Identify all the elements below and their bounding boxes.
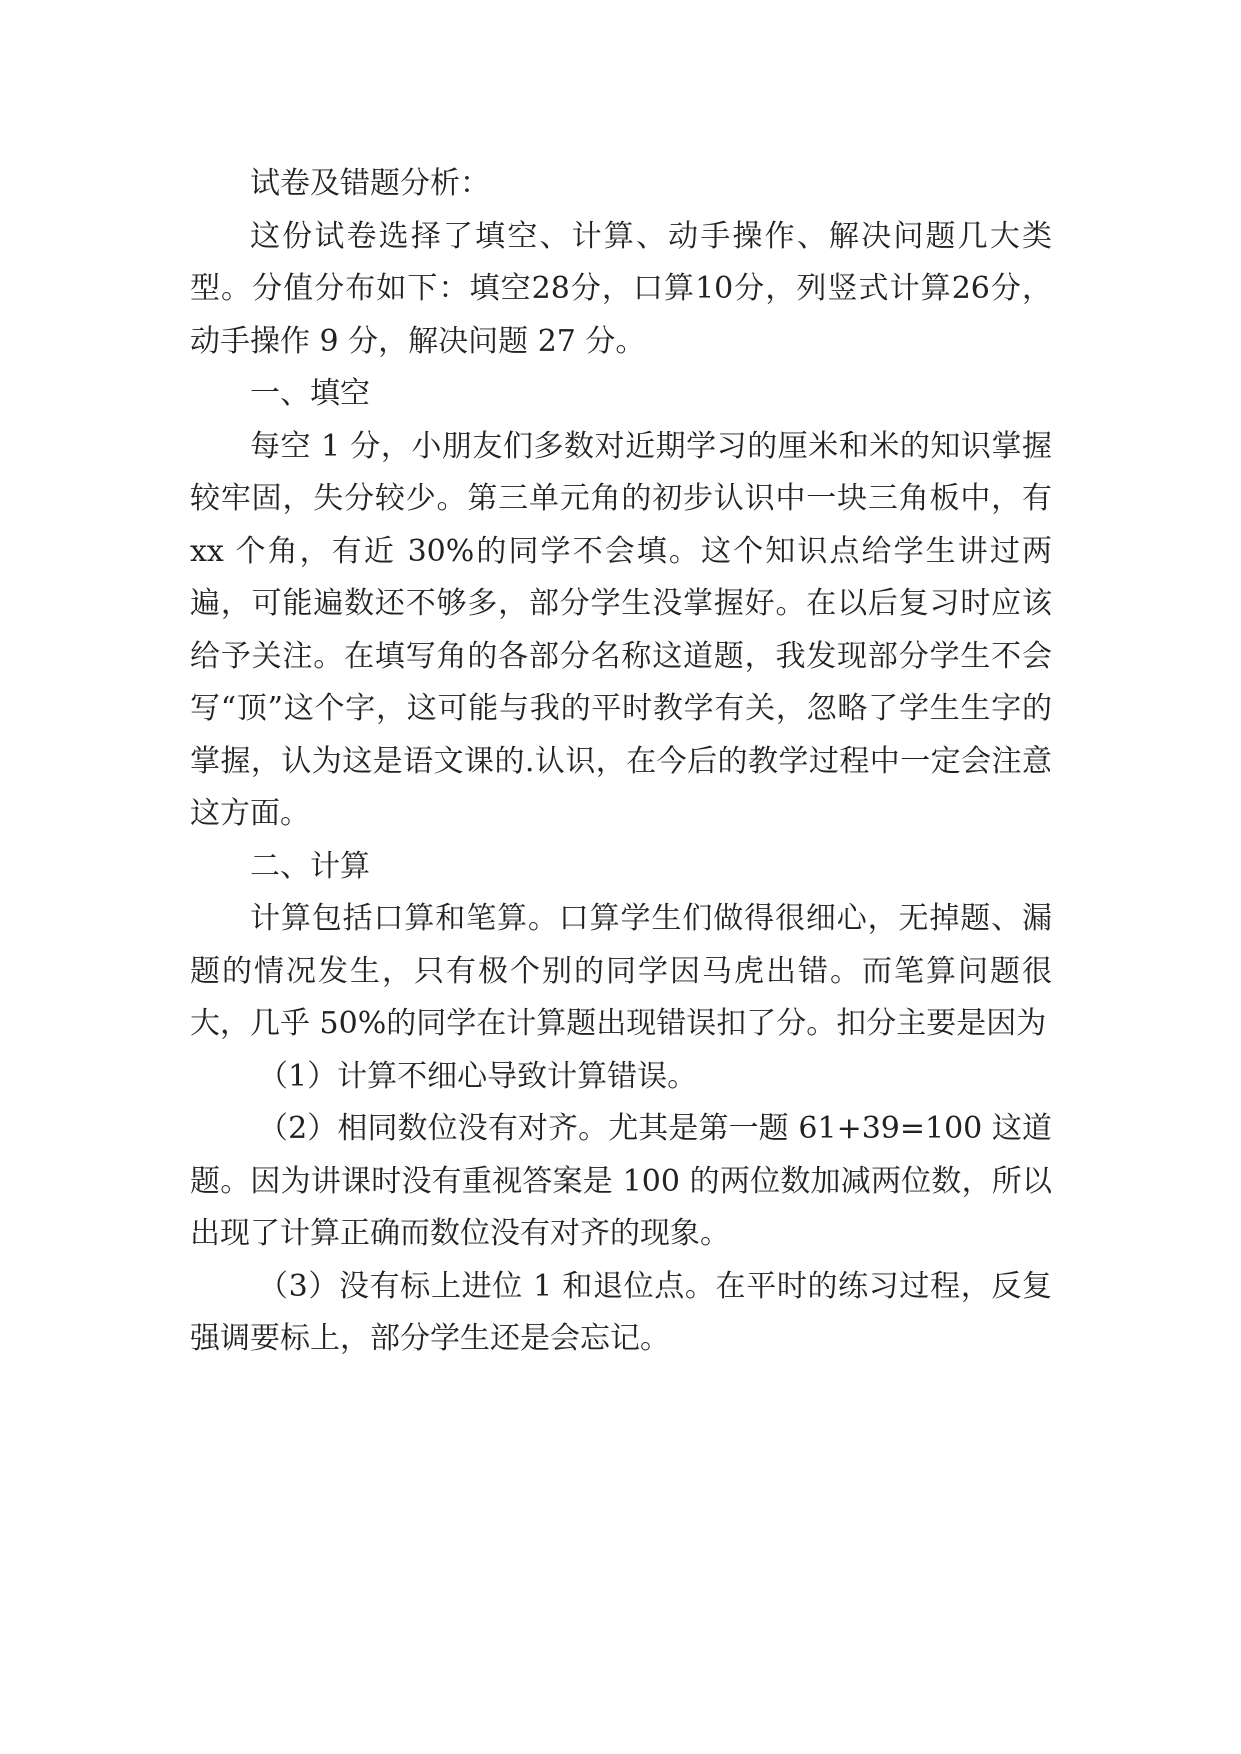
- section-title-fill-blank: 一、填空: [250, 376, 370, 411]
- list-item: （3）没有标上进位 1 和退位点。在平时的练习过程，反复强调要标上，部分学生还是会忘记。: [190, 1268, 1052, 1356]
- document-heading: 试卷及错题分析：: [250, 166, 490, 201]
- section-body-calculation: 计算包括口算和笔算。口算学生们做得很细心，无掉题、漏题的情况发生，只有极个别的同学因马虎出错。而笔算问题很大，几乎 50%的同学在计算题出现错误扣了分。扣分主要是因为: [190, 901, 1052, 1041]
- list-item: （2）相同数位没有对齐。尤其是第一题 61+39=100 这道题。因为讲课时没有重视答案是 100 的两位数加减两位数，所以出现了计算正确而数位没有对齐的现象。: [190, 1111, 1052, 1251]
- section-body-fill-blank: 每空 1 分，小朋友们多数对近期学习的厘米和米的知识掌握较牢固，失分较少。第三单元角的初步认识中一块三角板中，有 xx 个角，有近 30%的同学不会填。这个知识点给学生讲过两遍，可能遍数还不够多，部分学生没掌握好。在以后复习时应该给予关注。在填写角的各部分名称这道题，我发现部分学生不会写“顶”这个字，这可能与我的平时教学有关，忽略了学生生字的掌握，认为这是语文课的.认识，在今后的教学过程中一定会注意这方面。: [190, 428, 1052, 831]
- intro-paragraph: 这份试卷选择了填空、计算、动手操作、解决问题几大类型。分值分布如下：填空28分，口算10分，列竖式计算26分，动手操作 9 分，解决问题 27 分。: [190, 218, 1052, 359]
- list-item: （1）计算不细心导致计算错误。: [258, 1058, 698, 1094]
- document-body: [190, 158, 1052, 1366]
- section-title-calculation: 二、计算: [250, 848, 370, 884]
